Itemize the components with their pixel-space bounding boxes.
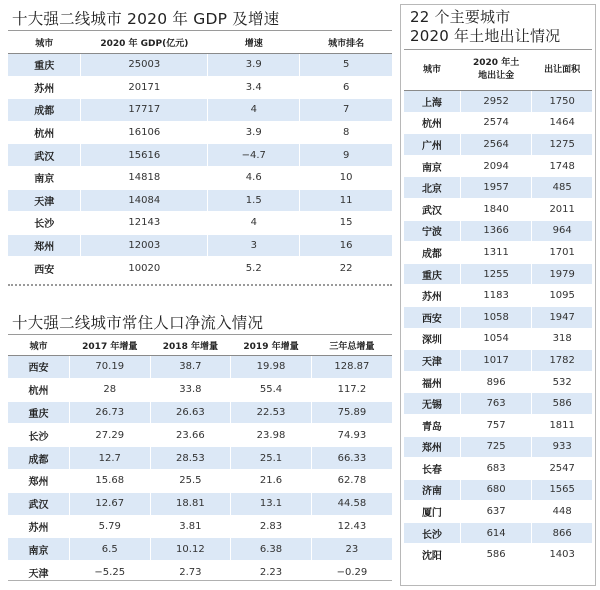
land-row bbox=[404, 436, 592, 458]
population-table-body bbox=[8, 356, 392, 584]
land-city-cell: 广州 bbox=[404, 134, 460, 156]
land-value-cell: 614 bbox=[460, 522, 531, 544]
land-row bbox=[404, 328, 592, 350]
population-city-cell: 南京 bbox=[8, 538, 69, 561]
gdp-value-cell: 7 bbox=[300, 99, 392, 122]
gdp-value-cell: 1.5 bbox=[208, 189, 300, 212]
population-value-cell: 6.38 bbox=[231, 538, 312, 561]
land-row bbox=[404, 220, 592, 242]
land-city-cell: 郑州 bbox=[404, 436, 460, 458]
land-value-cell: 1095 bbox=[532, 285, 592, 307]
land-table-title-line1: 22 个主要城市 bbox=[410, 8, 511, 26]
gdp-value-cell: 3.9 bbox=[208, 121, 300, 144]
land-value-cell: 1183 bbox=[460, 285, 531, 307]
population-value-cell: 21.6 bbox=[231, 469, 312, 492]
population-value-cell: 38.7 bbox=[150, 356, 231, 379]
gdp-value-cell: 6 bbox=[300, 76, 392, 99]
population-value-cell: 74.93 bbox=[311, 424, 392, 447]
land-row bbox=[404, 458, 592, 480]
land-value-cell: 1840 bbox=[460, 198, 531, 220]
population-table bbox=[8, 335, 392, 584]
gdp-value-cell: 3.9 bbox=[208, 54, 300, 77]
land-value-cell: 637 bbox=[460, 501, 531, 523]
gdp-city-cell: 苏州 bbox=[8, 76, 81, 99]
gdp-row bbox=[8, 212, 392, 235]
land-row bbox=[404, 91, 592, 113]
gdp-value-cell: 20171 bbox=[81, 76, 208, 99]
population-city-cell: 苏州 bbox=[8, 515, 69, 538]
gdp-city-cell: 天津 bbox=[8, 189, 81, 212]
land-row bbox=[404, 393, 592, 415]
population-value-cell: −0.29 bbox=[311, 561, 392, 584]
population-value-cell: 128.87 bbox=[311, 356, 392, 379]
population-row bbox=[8, 515, 392, 538]
gdp-panel bbox=[8, 8, 392, 286]
land-city-cell: 天津 bbox=[404, 350, 460, 372]
land-city-cell: 济南 bbox=[404, 479, 460, 501]
gdp-value-cell: 8 bbox=[300, 121, 392, 144]
population-value-cell: 26.73 bbox=[69, 401, 150, 424]
population-value-cell: 18.81 bbox=[150, 492, 231, 515]
population-value-cell: 75.89 bbox=[311, 401, 392, 424]
land-value-cell: 1464 bbox=[532, 112, 592, 134]
land-value-cell: 683 bbox=[460, 458, 531, 480]
land-value-cell: 485 bbox=[532, 177, 592, 199]
land-table bbox=[404, 50, 592, 566]
land-value-cell: 2547 bbox=[532, 458, 592, 480]
land-row bbox=[404, 306, 592, 328]
land-city-cell: 长春 bbox=[404, 458, 460, 480]
population-value-cell: 28 bbox=[69, 378, 150, 401]
land-value-cell: 2574 bbox=[460, 112, 531, 134]
land-value-cell: 1565 bbox=[532, 479, 592, 501]
gdp-header-row bbox=[8, 31, 392, 54]
population-value-cell: 28.53 bbox=[150, 447, 231, 470]
gdp-header-cell: 增速 bbox=[208, 31, 300, 54]
population-city-cell: 天津 bbox=[8, 561, 69, 584]
land-value-cell: 1701 bbox=[532, 242, 592, 264]
gdp-value-cell: 4 bbox=[208, 212, 300, 235]
gdp-value-cell: 5 bbox=[300, 54, 392, 77]
population-value-cell: 117.2 bbox=[311, 378, 392, 401]
land-table-title-line2: 2020 年土地出让情况 bbox=[410, 27, 561, 45]
land-city-cell: 重庆 bbox=[404, 263, 460, 285]
land-city-cell: 武汉 bbox=[404, 198, 460, 220]
land-city-cell: 沈阳 bbox=[404, 544, 460, 566]
population-value-cell: 27.29 bbox=[69, 424, 150, 447]
gdp-city-cell: 长沙 bbox=[8, 212, 81, 235]
land-value-cell: 1255 bbox=[460, 263, 531, 285]
land-value-cell: 1957 bbox=[460, 177, 531, 199]
land-value-cell: 866 bbox=[532, 522, 592, 544]
population-header-cell: 三年总增量 bbox=[311, 335, 392, 356]
gdp-value-cell: 12003 bbox=[81, 234, 208, 257]
gdp-table-body bbox=[8, 54, 392, 280]
gdp-row bbox=[8, 234, 392, 257]
gdp-city-cell: 南京 bbox=[8, 166, 81, 189]
population-value-cell: 44.58 bbox=[311, 492, 392, 515]
land-table-body bbox=[404, 91, 592, 566]
population-value-cell: 26.63 bbox=[150, 401, 231, 424]
land-city-cell: 长沙 bbox=[404, 522, 460, 544]
land-row bbox=[404, 414, 592, 436]
land-value-cell: 2564 bbox=[460, 134, 531, 156]
population-table-title: 十大强二线城市常住人口净流入情况 bbox=[12, 314, 264, 332]
gdp-value-cell: 16 bbox=[300, 234, 392, 257]
population-city-cell: 郑州 bbox=[8, 469, 69, 492]
land-value-cell: 1311 bbox=[460, 242, 531, 264]
land-value-cell: 448 bbox=[532, 501, 592, 523]
land-header-row bbox=[404, 50, 592, 91]
land-city-cell: 杭州 bbox=[404, 112, 460, 134]
gdp-value-cell: 17717 bbox=[81, 99, 208, 122]
land-panel bbox=[404, 8, 592, 566]
gdp-value-cell: 10020 bbox=[81, 257, 208, 280]
gdp-row bbox=[8, 54, 392, 77]
gdp-value-cell: 14818 bbox=[81, 166, 208, 189]
gdp-header-cell: 城市排名 bbox=[300, 31, 392, 54]
gdp-value-cell: 15616 bbox=[81, 144, 208, 167]
land-value-cell: 1748 bbox=[532, 155, 592, 177]
gdp-row bbox=[8, 76, 392, 99]
gdp-city-cell: 郑州 bbox=[8, 234, 81, 257]
gdp-value-cell: 22 bbox=[300, 257, 392, 280]
population-value-cell: 6.5 bbox=[69, 538, 150, 561]
land-city-cell: 上海 bbox=[404, 91, 460, 113]
population-value-cell: 5.79 bbox=[69, 515, 150, 538]
gdp-city-cell: 武汉 bbox=[8, 144, 81, 167]
population-value-cell: 23.98 bbox=[231, 424, 312, 447]
land-row bbox=[404, 371, 592, 393]
population-value-cell: 3.81 bbox=[150, 515, 231, 538]
land-value-cell: 680 bbox=[460, 479, 531, 501]
population-header-cell: 2019 年增量 bbox=[231, 335, 312, 356]
land-row bbox=[404, 285, 592, 307]
land-value-cell: 1782 bbox=[532, 350, 592, 372]
population-panel bbox=[8, 312, 392, 584]
gdp-value-cell: −4.7 bbox=[208, 144, 300, 167]
land-value-cell: 964 bbox=[532, 220, 592, 242]
population-row bbox=[8, 356, 392, 379]
population-value-cell: 23 bbox=[311, 538, 392, 561]
population-value-cell: 2.73 bbox=[150, 561, 231, 584]
population-value-cell: 23.66 bbox=[150, 424, 231, 447]
land-city-cell: 福州 bbox=[404, 371, 460, 393]
population-value-cell: −5.25 bbox=[69, 561, 150, 584]
land-header-cell: 2020 年土地出让金 bbox=[460, 50, 531, 91]
land-city-cell: 成都 bbox=[404, 242, 460, 264]
population-city-cell: 西安 bbox=[8, 356, 69, 379]
gdp-row bbox=[8, 99, 392, 122]
population-value-cell: 25.1 bbox=[231, 447, 312, 470]
gdp-bottom-rule bbox=[8, 284, 392, 286]
land-city-cell: 南京 bbox=[404, 155, 460, 177]
population-city-cell: 武汉 bbox=[8, 492, 69, 515]
gdp-table bbox=[8, 31, 392, 280]
gdp-row bbox=[8, 257, 392, 280]
population-city-cell: 重庆 bbox=[8, 401, 69, 424]
land-city-cell: 厦门 bbox=[404, 501, 460, 523]
land-value-cell: 1403 bbox=[532, 544, 592, 566]
land-value-cell: 586 bbox=[460, 544, 531, 566]
land-row bbox=[404, 479, 592, 501]
population-header-row bbox=[8, 335, 392, 356]
land-city-cell: 深圳 bbox=[404, 328, 460, 350]
population-row bbox=[8, 469, 392, 492]
land-value-cell: 1058 bbox=[460, 306, 531, 328]
population-value-cell: 66.33 bbox=[311, 447, 392, 470]
population-row bbox=[8, 401, 392, 424]
land-row bbox=[404, 242, 592, 264]
land-row bbox=[404, 501, 592, 523]
land-value-cell: 763 bbox=[460, 393, 531, 415]
population-city-cell: 成都 bbox=[8, 447, 69, 470]
land-city-cell: 青岛 bbox=[404, 414, 460, 436]
population-value-cell: 22.53 bbox=[231, 401, 312, 424]
gdp-row bbox=[8, 166, 392, 189]
land-row bbox=[404, 177, 592, 199]
land-row bbox=[404, 263, 592, 285]
land-row bbox=[404, 112, 592, 134]
population-row bbox=[8, 447, 392, 470]
population-header-cell: 城市 bbox=[8, 335, 69, 356]
land-value-cell: 933 bbox=[532, 436, 592, 458]
population-row bbox=[8, 492, 392, 515]
land-header-cell: 出让面积 bbox=[532, 50, 592, 91]
land-city-cell: 宁波 bbox=[404, 220, 460, 242]
land-value-cell: 1947 bbox=[532, 306, 592, 328]
gdp-city-cell: 成都 bbox=[8, 99, 81, 122]
gdp-value-cell: 16106 bbox=[81, 121, 208, 144]
population-value-cell: 70.19 bbox=[69, 356, 150, 379]
gdp-value-cell: 25003 bbox=[81, 54, 208, 77]
land-value-cell: 725 bbox=[460, 436, 531, 458]
gdp-value-cell: 9 bbox=[300, 144, 392, 167]
gdp-value-cell: 3.4 bbox=[208, 76, 300, 99]
gdp-header-cell: 城市 bbox=[8, 31, 81, 54]
land-value-cell: 1979 bbox=[532, 263, 592, 285]
land-value-cell: 2011 bbox=[532, 198, 592, 220]
land-city-cell: 北京 bbox=[404, 177, 460, 199]
population-value-cell: 33.8 bbox=[150, 378, 231, 401]
gdp-value-cell: 5.2 bbox=[208, 257, 300, 280]
population-value-cell: 12.43 bbox=[311, 515, 392, 538]
land-value-cell: 1017 bbox=[460, 350, 531, 372]
land-row bbox=[404, 134, 592, 156]
land-value-cell: 1366 bbox=[460, 220, 531, 242]
population-value-cell: 12.67 bbox=[69, 492, 150, 515]
gdp-value-cell: 11 bbox=[300, 189, 392, 212]
land-row bbox=[404, 198, 592, 220]
land-value-cell: 2952 bbox=[460, 91, 531, 113]
population-row bbox=[8, 538, 392, 561]
land-value-cell: 1054 bbox=[460, 328, 531, 350]
land-city-cell: 苏州 bbox=[404, 285, 460, 307]
land-value-cell: 532 bbox=[532, 371, 592, 393]
population-value-cell: 62.78 bbox=[311, 469, 392, 492]
gdp-header-cell: 2020 年 GDP(亿元) bbox=[81, 31, 208, 54]
population-row bbox=[8, 424, 392, 447]
land-value-cell: 1275 bbox=[532, 134, 592, 156]
population-value-cell: 2.23 bbox=[231, 561, 312, 584]
gdp-value-cell: 10 bbox=[300, 166, 392, 189]
population-value-cell: 12.7 bbox=[69, 447, 150, 470]
gdp-row bbox=[8, 121, 392, 144]
gdp-city-cell: 西安 bbox=[8, 257, 81, 280]
gdp-value-cell: 4.6 bbox=[208, 166, 300, 189]
population-value-cell: 2.83 bbox=[231, 515, 312, 538]
population-row bbox=[8, 378, 392, 401]
population-header-cell: 2017 年增量 bbox=[69, 335, 150, 356]
gdp-value-cell: 4 bbox=[208, 99, 300, 122]
land-row bbox=[404, 522, 592, 544]
gdp-row bbox=[8, 189, 392, 212]
land-row bbox=[404, 350, 592, 372]
gdp-city-cell: 重庆 bbox=[8, 54, 81, 77]
population-value-cell: 10.12 bbox=[150, 538, 231, 561]
population-value-cell: 55.4 bbox=[231, 378, 312, 401]
gdp-value-cell: 12143 bbox=[81, 212, 208, 235]
land-header-cell: 城市 bbox=[404, 50, 460, 91]
land-value-cell: 586 bbox=[532, 393, 592, 415]
land-value-cell: 1750 bbox=[532, 91, 592, 113]
population-city-cell: 杭州 bbox=[8, 378, 69, 401]
gdp-city-cell: 杭州 bbox=[8, 121, 81, 144]
land-value-cell: 1811 bbox=[532, 414, 592, 436]
land-value-cell: 757 bbox=[460, 414, 531, 436]
gdp-value-cell: 3 bbox=[208, 234, 300, 257]
population-value-cell: 25.5 bbox=[150, 469, 231, 492]
land-city-cell: 西安 bbox=[404, 306, 460, 328]
left-bottom-rule bbox=[8, 580, 392, 581]
gdp-table-title: 十大强二线城市 2020 年 GDP 及增速 bbox=[12, 10, 280, 28]
land-row bbox=[404, 155, 592, 177]
gdp-row bbox=[8, 144, 392, 167]
land-value-cell: 318 bbox=[532, 328, 592, 350]
gdp-value-cell: 15 bbox=[300, 212, 392, 235]
population-value-cell: 15.68 bbox=[69, 469, 150, 492]
land-value-cell: 2094 bbox=[460, 155, 531, 177]
population-header-cell: 2018 年增量 bbox=[150, 335, 231, 356]
land-value-cell: 896 bbox=[460, 371, 531, 393]
population-city-cell: 长沙 bbox=[8, 424, 69, 447]
gdp-value-cell: 14084 bbox=[81, 189, 208, 212]
population-value-cell: 13.1 bbox=[231, 492, 312, 515]
land-city-cell: 无锡 bbox=[404, 393, 460, 415]
land-row bbox=[404, 544, 592, 566]
population-value-cell: 19.98 bbox=[231, 356, 312, 379]
